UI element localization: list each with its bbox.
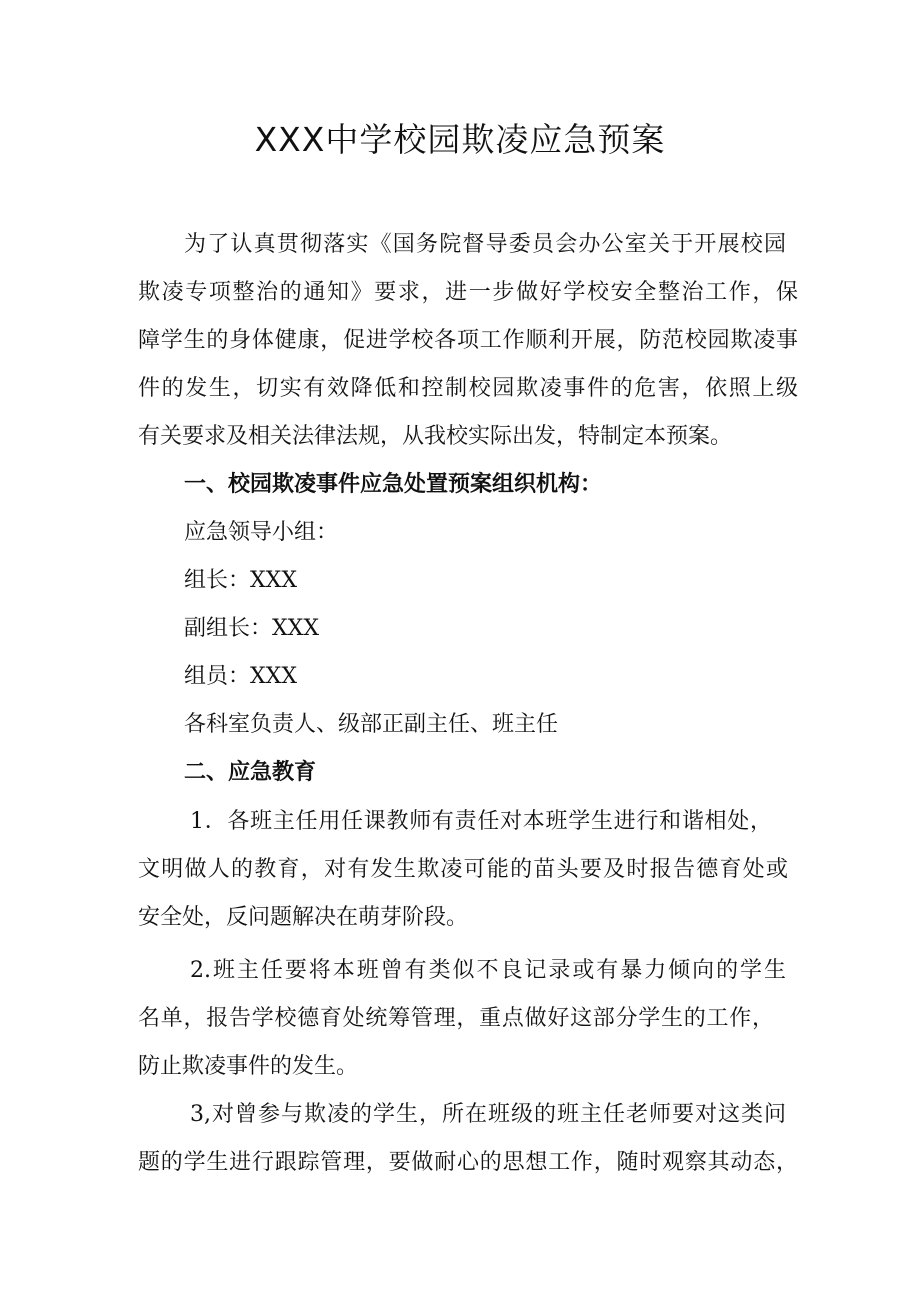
item-1-line-3: 安全处，反问题解决在萌芽阶段。 xyxy=(138,905,469,930)
item-2-line-2: 名单，报告学校德育处统筹管理，重点做好这部分学生的工作， xyxy=(138,1006,774,1031)
intro-line-1: 为了认真贯彻落实《国务院督导委员会办公室关于开展校园 xyxy=(184,232,786,257)
group-leader: 组长：XXX xyxy=(184,568,297,593)
emergency-group-label: 应急领导小组： xyxy=(184,520,339,545)
deputy-group-leader: 副组长：XXX xyxy=(184,616,319,641)
intro-line-3: 障学生的身体健康，促进学校各项工作顺利开展，防范校园欺凌事 xyxy=(138,328,798,353)
item-2-line-3: 防止欺凌事件的发生。 xyxy=(138,1054,359,1079)
item-3-line-1: 3,对曾参与欺凌的学生，所在班级的班主任老师要对这类问 xyxy=(190,1102,786,1127)
document-title: XXX中学校园欺凌应急预案 xyxy=(254,120,666,159)
intro-line-5: 有关要求及相关法律法规，从我校实际出发，特制定本预案。 xyxy=(138,424,733,449)
item-3-line-2: 题的学生进行跟踪管理，要做耐心的思想工作，随时观察其动态， xyxy=(138,1150,798,1175)
section-1-heading: 一、校园欺凌事件应急处置预案组织机构： xyxy=(184,472,603,497)
item-1-line-2: 文明做人的教育，对有发生欺凌可能的苗头要及时报告德育处或 xyxy=(138,857,788,882)
intro-line-4: 件的发生，切实有效降低和控制校园欺凌事件的危害，依照上级 xyxy=(138,376,798,401)
item-2-line-1: 2.班主任要将本班曾有类似不良记录或有暴力倾向的学生 xyxy=(190,958,786,983)
item-1-line-1: 1．各班主任用任课教师有责任对本班学生进行和谐相处， xyxy=(190,809,772,834)
intro-line-2: 欺凌专项整治的通知》要求，进一步做好学校安全整治工作，保 xyxy=(138,280,798,305)
group-members: 组员：XXX xyxy=(184,664,297,689)
section-2-heading: 二、应急教育 xyxy=(184,760,317,785)
responsible-persons: 各科室负责人、级部正副主任、班主任 xyxy=(184,712,559,737)
